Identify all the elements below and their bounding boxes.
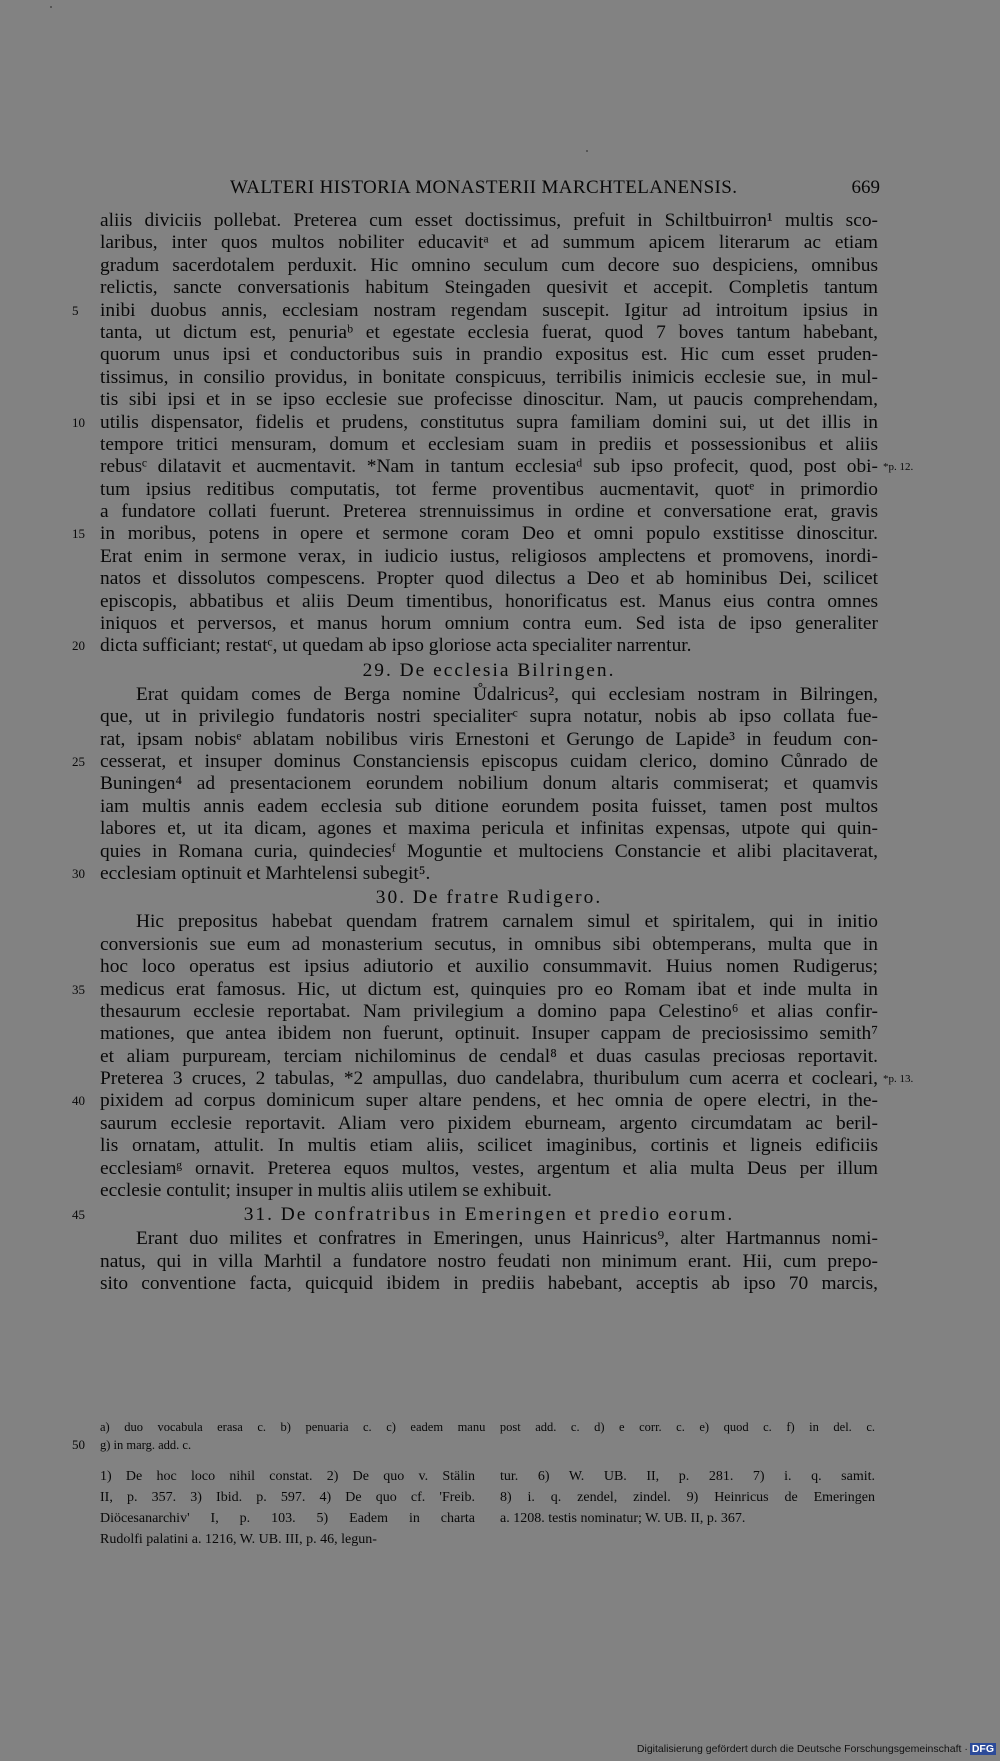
text-line <box>0 255 1000 277</box>
text-line <box>0 389 1000 411</box>
footnote-line: tur. 6) W. UB. II, p. 281. 7) i. q. samit. <box>500 1469 875 1484</box>
margin-page-ref: *p. 12. <box>883 461 914 474</box>
text-line <box>0 568 1000 590</box>
text-line <box>0 1113 1000 1135</box>
running-title: WALTERI HISTORIA MONASTERII MARCHTELANENSIS. <box>230 177 738 198</box>
text-line <box>0 501 1000 523</box>
dfg-logo: DFG <box>971 1743 994 1755</box>
critical-apparatus <box>0 1418 1000 1454</box>
credit-text: Digitalisierung gefördert durch die Deutsche Forschungsgemeinschaft · <box>636 1743 968 1755</box>
footnote-line: Rudolfi palatini a. 1216, W. UB. III, p. 46, legun- <box>100 1532 377 1547</box>
line-text: inibi duobus annis, ecclesiam nostram regendam suscepit. Igitur ad introitum ipsius in <box>100 299 878 321</box>
line-text: rat, ipsam nobisᵉ ablatam nobilibus viris Ernestoni et Gerungo de Lapide³ in feudum con- <box>100 728 878 750</box>
line-number: 15 <box>72 526 85 542</box>
text-line <box>0 322 1000 344</box>
line-text: dicta sufficiant; restatᶜ, ut quedam ab ipso gloriose acta specialiter narrentur. <box>100 635 692 657</box>
text-line <box>0 232 1000 254</box>
text-line <box>0 1158 1000 1180</box>
critical-note-text: a) duo vocabula erasa c. b) penuaria c. c) eadem manu post add. c. d) e corr. c. e) quod c. f) in del. c. <box>100 1420 875 1434</box>
footnote-line: 1) De hoc loco nihil constat. 2) De quo v. Stälin <box>100 1469 475 1484</box>
text-line <box>0 210 1000 232</box>
section-heading <box>0 658 1000 684</box>
text-line <box>0 613 1000 635</box>
text-line <box>0 751 1000 773</box>
main-text <box>0 210 1000 1296</box>
section-heading <box>0 885 1000 911</box>
text-line <box>0 1090 1000 1112</box>
line-text: et aliam purpuream, terciam nichilominus de cendal⁸ et duas casulas preciosas reportavit. <box>100 1045 878 1067</box>
line-text: Preterea 3 cruces, 2 tabulas, *2 ampullas, duo candelabra, thuribulum cum acerra et cocleari, <box>100 1068 878 1090</box>
text-line <box>0 1023 1000 1045</box>
line-text: pixidem ad corpus dominicum super altare pendens, et hec omnia de opere electri, in the- <box>100 1090 878 1112</box>
line-number: 50 <box>72 1437 85 1452</box>
line-text: tanta, ut dictum est, penuriaᵇ et egestate ecclesia fuerat, quod 7 boves tantum habebant, <box>100 321 878 343</box>
line-text: aliis diviciis pollebat. Preterea cum esset doctissimus, prefuit in Schiltbuirron¹ multis sco- <box>100 210 878 231</box>
section-title: 30. De fratre Rudigero. <box>375 887 603 909</box>
text-line <box>0 706 1000 728</box>
line-text: utilis dispensator, fidelis et prudens, constitutus supra familiam domini sui, ut det illis in <box>100 411 878 433</box>
text-line <box>0 434 1000 456</box>
line-text: iam multis annis eadem ecclesia sub ditione eorundem posita fuisset, tamen post multos <box>100 795 878 817</box>
line-text: Buningen⁴ ad presentacionem eorundem nobilium donum altaris commiserat; et quamvis <box>100 773 878 795</box>
line-text: labores et, ut ita dicam, agones et maxima pericula et infinitas expensas, utpote qui quin- <box>100 818 878 840</box>
section-title: 31. De confratribus in Emeringen et predio eorum. <box>243 1204 735 1226</box>
line-text: ecclesie contulit; insuper in multis aliis utilem se exhibuit. <box>100 1180 552 1202</box>
text-line <box>0 412 1000 434</box>
text-line <box>0 863 1000 885</box>
line-text: que, ut in privilegio fundatoris nostri specialiterᶜ supra notatur, nobis ab ipso collata fue- <box>100 706 878 728</box>
text-line <box>0 635 1000 657</box>
critical-note-line <box>0 1418 1000 1436</box>
line-text: Erant duo milites et confratres in Emeringen, unus Hainricus⁹, alter Hartmannus nomi- <box>136 1228 878 1250</box>
line-number: 40 <box>72 1093 85 1109</box>
line-text: lis ornatam, attulit. In multis etiam aliis, scilicet imaginibus, cortinis et ligneis edificiis <box>100 1135 878 1157</box>
text-line <box>0 1228 1000 1250</box>
line-text: Erat quidam comes de Berga nomine Ůdalricus², qui ecclesiam nostram in Bilringen, <box>136 683 878 705</box>
footnote-line: II, p. 357. 3) Ibid. p. 597. 4) De quo cf. 'Freib. <box>100 1490 475 1505</box>
line-number: 30 <box>72 865 85 881</box>
line-text: saurum ecclesie reportavit. Aliam vero pixidem eburneam, argento circumdatam ac beril- <box>100 1112 878 1134</box>
text-line <box>0 796 1000 818</box>
text-line <box>0 1251 1000 1273</box>
line-text: thesaurum ecclesie reportabat. Nam privilegium a domino papa Celestino⁶ et alias confir- <box>100 1000 878 1022</box>
text-line <box>0 1180 1000 1202</box>
line-number: 20 <box>72 638 85 654</box>
line-text: Hic prepositus habebat quendam fratrem carnalem simul et spiritalem, qui in initio <box>136 911 878 933</box>
text-line <box>0 1001 1000 1023</box>
line-text: quies in Romana curia, quindeciesᶠ Moguntie et multociens Constancie et alibi placitaverat, <box>100 840 878 862</box>
text-line <box>0 1135 1000 1157</box>
line-number: 45 <box>72 1207 85 1223</box>
line-text: tis sibi ipsi et in se ipso ecclesie sue profecisse dinoscitur. Nam, ut paucis comprehendam, <box>100 389 878 411</box>
line-number: 5 <box>72 302 79 318</box>
line-text: a fundatore collati fuerunt. Preterea strennuissimus in ordine et conversatione erat, gravis <box>100 501 878 523</box>
text-line <box>0 367 1000 389</box>
line-number: 25 <box>72 753 85 769</box>
line-text: cesserat, et insuper dominus Constanciensis episcopus cuidam clerico, domino Cůnrado de <box>100 750 878 772</box>
critical-note-text: g) in marg. add. c. <box>100 1438 192 1452</box>
digitization-credit <box>637 1743 996 1755</box>
line-text: in moribus, potens in opere et sermone coram Deo et omni populo exstitisse dinoscitur. <box>100 523 878 545</box>
text-line <box>0 911 1000 933</box>
text-line <box>0 729 1000 751</box>
line-text: hoc loco operatus est ipsius adiutorio et auxilio consummavit. Huius nomen Rudigerus; <box>100 956 878 978</box>
line-number: 35 <box>72 981 85 997</box>
text-line <box>0 456 1000 478</box>
text-line <box>0 684 1000 706</box>
text-line <box>0 773 1000 795</box>
line-text: tissimus, in consilio providus, in bonitate conspicuus, terribilis inimicis ecclesie sue, in mul- <box>100 366 878 388</box>
text-line <box>0 1046 1000 1068</box>
line-text: gradum sacerdotalem perduxit. Hic omnino seculum cum decore suo despiciens, omnibus <box>100 254 878 276</box>
line-number: 10 <box>72 414 85 430</box>
line-text: mationes, que antea ibidem non fuerunt, optinuit. Insuper cappam de preciosissimo semith⁷ <box>100 1023 878 1045</box>
line-text: relictis, sancte conversationis habitum Steingaden quesivit et accepit. Completis tantum <box>100 277 878 299</box>
text-line <box>0 479 1000 501</box>
text-line <box>0 818 1000 840</box>
line-text: natos et dissolutos compescens. Propter quod dilectus a Deo et ab hominibus Dei, scilicet <box>100 568 878 590</box>
text-line <box>0 1068 1000 1090</box>
line-text: tum ipsius reditibus computatis, tot ferme proventibus aucmentavit, quotᵉ in primordio <box>100 478 878 500</box>
line-text: sito conventione facta, quicquid ibidem in prediis habebant, acceptis ab ipso 70 marcis, <box>100 1273 878 1295</box>
line-text: quorum unus ipsi et conductoribus suis in prandio expositus est. Hic cum esset pruden- <box>100 344 878 366</box>
text-line <box>0 956 1000 978</box>
line-text: conversionis sue eum ad monasterium secutus, in omnibus sibi obtemperans, multa que in <box>100 933 878 955</box>
line-text: iniquos et perversos, et manus horum omnium contra eum. Sed ista de ipso generaliter <box>100 613 878 635</box>
section-heading <box>0 1202 1000 1228</box>
text-line <box>0 344 1000 366</box>
text-line <box>0 277 1000 299</box>
scan-speck <box>586 150 588 152</box>
scan-speck <box>50 6 52 8</box>
footnotes-right-column <box>500 1466 875 1550</box>
text-line <box>0 1273 1000 1295</box>
margin-page-ref: *p. 13. <box>883 1073 914 1086</box>
line-text: ecclesiamᵍ ornavit. Preterea equos multos, vestes, argentum et alia multa Deus per illum <box>100 1157 878 1179</box>
line-text: laribus, inter quos multos nobiliter educavitᵃ et ad summum apicem literarum ac etiam <box>100 232 878 254</box>
line-text: rebusᶜ dilatavit et aucmentavit. *Nam in tantum ecclesiaᵈ sub ipso profecit, quod, post obi- <box>100 456 878 478</box>
line-text: medicus erat famosus. Hic, ut dictum est, quinquies pro eo Romam ibat et inde multa in <box>100 978 878 1000</box>
line-text: natus, qui in villa Marhtil a fundatore nostro feudati non minimum erant. Hii, cum prepo- <box>100 1250 878 1272</box>
page-number: 669 <box>851 177 880 198</box>
line-text: Erat enim in sermone verax, in iudicio iustus, religiosos amplectens et promovens, inordi- <box>100 545 878 567</box>
section-title: 29. De ecclesia Bilringen. <box>362 659 616 681</box>
footnote-line: a. 1208. testis nominatur; W. UB. II, p. 367. <box>500 1511 746 1526</box>
running-header <box>230 177 880 201</box>
footnote-line: 8) i. q. zendel, zindel. 9) Heinricus de Emeringen <box>500 1490 875 1505</box>
text-line <box>0 523 1000 545</box>
text-line <box>0 979 1000 1001</box>
text-line <box>0 841 1000 863</box>
critical-note-line <box>0 1436 1000 1454</box>
line-text: episcopis, abbatibus et aliis Deum timentibus, honorificatus est. Manus eius contra omnes <box>100 590 878 612</box>
line-text: tempore tritici mensuram, domum et ecclesiam suam in prediis et possessionibus et aliis <box>100 433 878 455</box>
text-line <box>0 934 1000 956</box>
text-line <box>0 591 1000 613</box>
footnote-line: Diöcesanarchiv' I, p. 103. 5) Eadem in charta <box>100 1511 475 1526</box>
text-line <box>0 300 1000 322</box>
line-text: ecclesiam optinuit et Marhtelensi subegit⁵. <box>100 862 431 884</box>
footnotes-left-column <box>100 1466 475 1550</box>
footnotes <box>100 1466 875 1550</box>
text-line <box>0 546 1000 568</box>
